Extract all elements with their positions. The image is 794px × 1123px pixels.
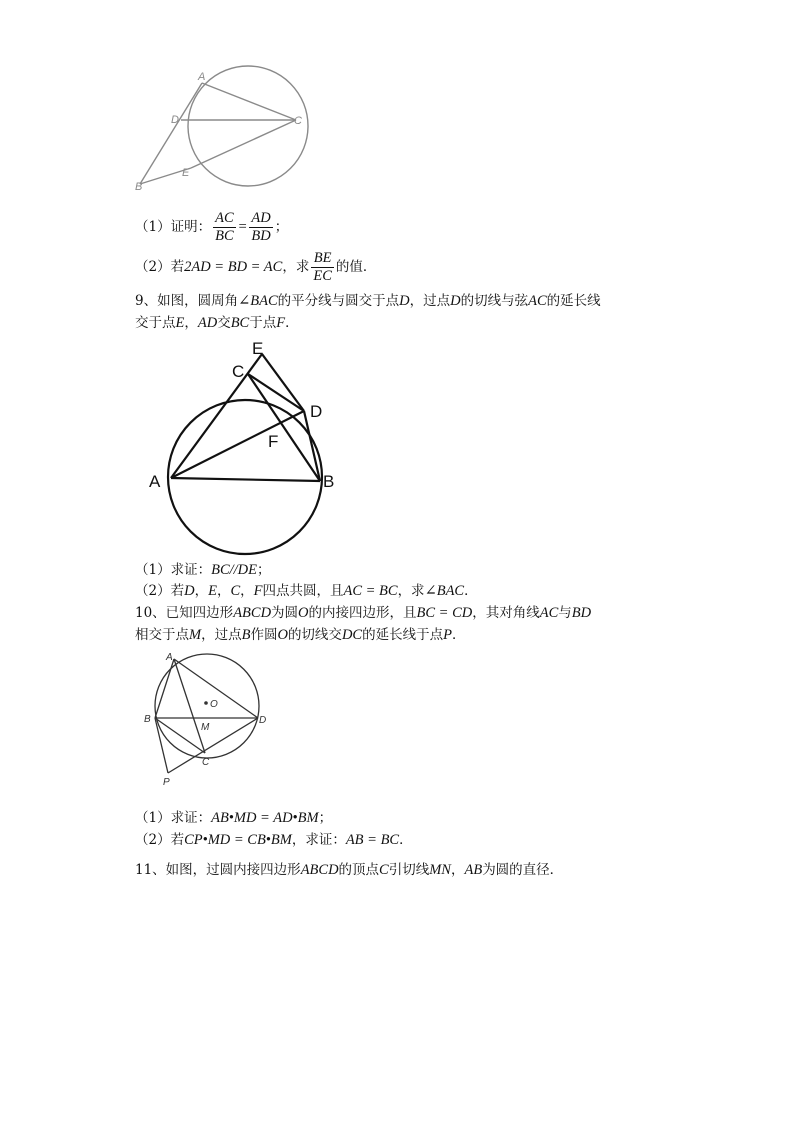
fig9-circle [168,400,322,554]
fig10-label-d: D [259,715,267,726]
figure-q10 [138,648,278,788]
q10-statement-line2: 相交于点M，过点B作圆O的切线交DC的延长线于点P． [135,627,466,643]
q8-part1-prefix: （1）证明： [135,219,212,235]
q10-part1: （1）求证：AB•MD = AD•BM； [135,810,333,826]
fig9-line-ae [171,354,262,478]
fig9-line-cb [248,374,323,481]
q10-part2: （2）若CP•MD = CB•BM，求证：AB = BC． [135,832,413,848]
fig10-label-m: M [201,722,210,733]
fig10-label-o: O [210,699,218,710]
q8-condition: 2AD = BD = AC [184,259,283,275]
q9-part2: （2）若D，E，C，F四点共圆，且AC = BC，求∠BAC． [135,583,478,599]
fig10-center-dot [204,701,208,705]
fig10-line-dp [168,718,258,773]
fig10-label-p: P [163,777,170,788]
fig9-label-d: D [310,402,323,421]
fig9-label-c: C [232,362,245,381]
q9-statement-line1: 9、如图，圆周角∠BAC的平分线与圆交于点D，过点D的切线与弦AC的延长线 [135,293,601,309]
figure-q9 [140,334,360,559]
fraction-be-ec: $\frac{BE}{EC}$ [313,250,332,284]
fig8-label-e: E [182,167,190,179]
fig9-label-a: A [149,472,161,491]
q8-part1: （1）证明： $\frac{AC}{BC}$ = $\frac{AD}{BD}$ ； [135,210,289,244]
figure-q8 [130,64,330,194]
fig8-label-a: A [198,71,206,83]
fraction-ad-bd: $\frac{AD}{BD}$ [251,210,271,244]
fig8-label-b: B [135,181,143,193]
fig10-line-ac [174,659,205,753]
fig8-label-c: C [294,115,302,127]
fig10-label-b: B [144,714,151,725]
q9-part1: （1）求证：BC//DE； [135,562,271,578]
fig8-line-ba [140,83,202,184]
q10-statement-line1: 10、已知四边形ABCD为圆O的内接四边形，且BC = CD，其对角线AC与BD [135,605,592,621]
fig8-line-ac [202,83,296,120]
fig10-label-c: C [202,757,210,768]
q9-statement-line2: 交于点E，AD交BC于点F． [135,315,299,331]
fig9-label-f: F [268,432,279,451]
fig9-line-ab [171,478,320,481]
fraction-ac-bc: $\frac{AC}{BC}$ [215,210,234,244]
q11-statement: 11、如图，过圆内接四边形ABCD的顶点C引切线MN，AB为圆的直径． [135,862,564,878]
fig8-label-d: D [171,114,179,126]
q8-part2: （2）若2AD = BD = AC，求 $\frac{BE}{EC}$ 的值． [135,250,377,284]
fig9-label-e: E [252,339,264,358]
fig8-line-ec [191,120,296,168]
fig9-label-b: B [323,472,335,491]
fig10-label-a: A [166,652,173,663]
